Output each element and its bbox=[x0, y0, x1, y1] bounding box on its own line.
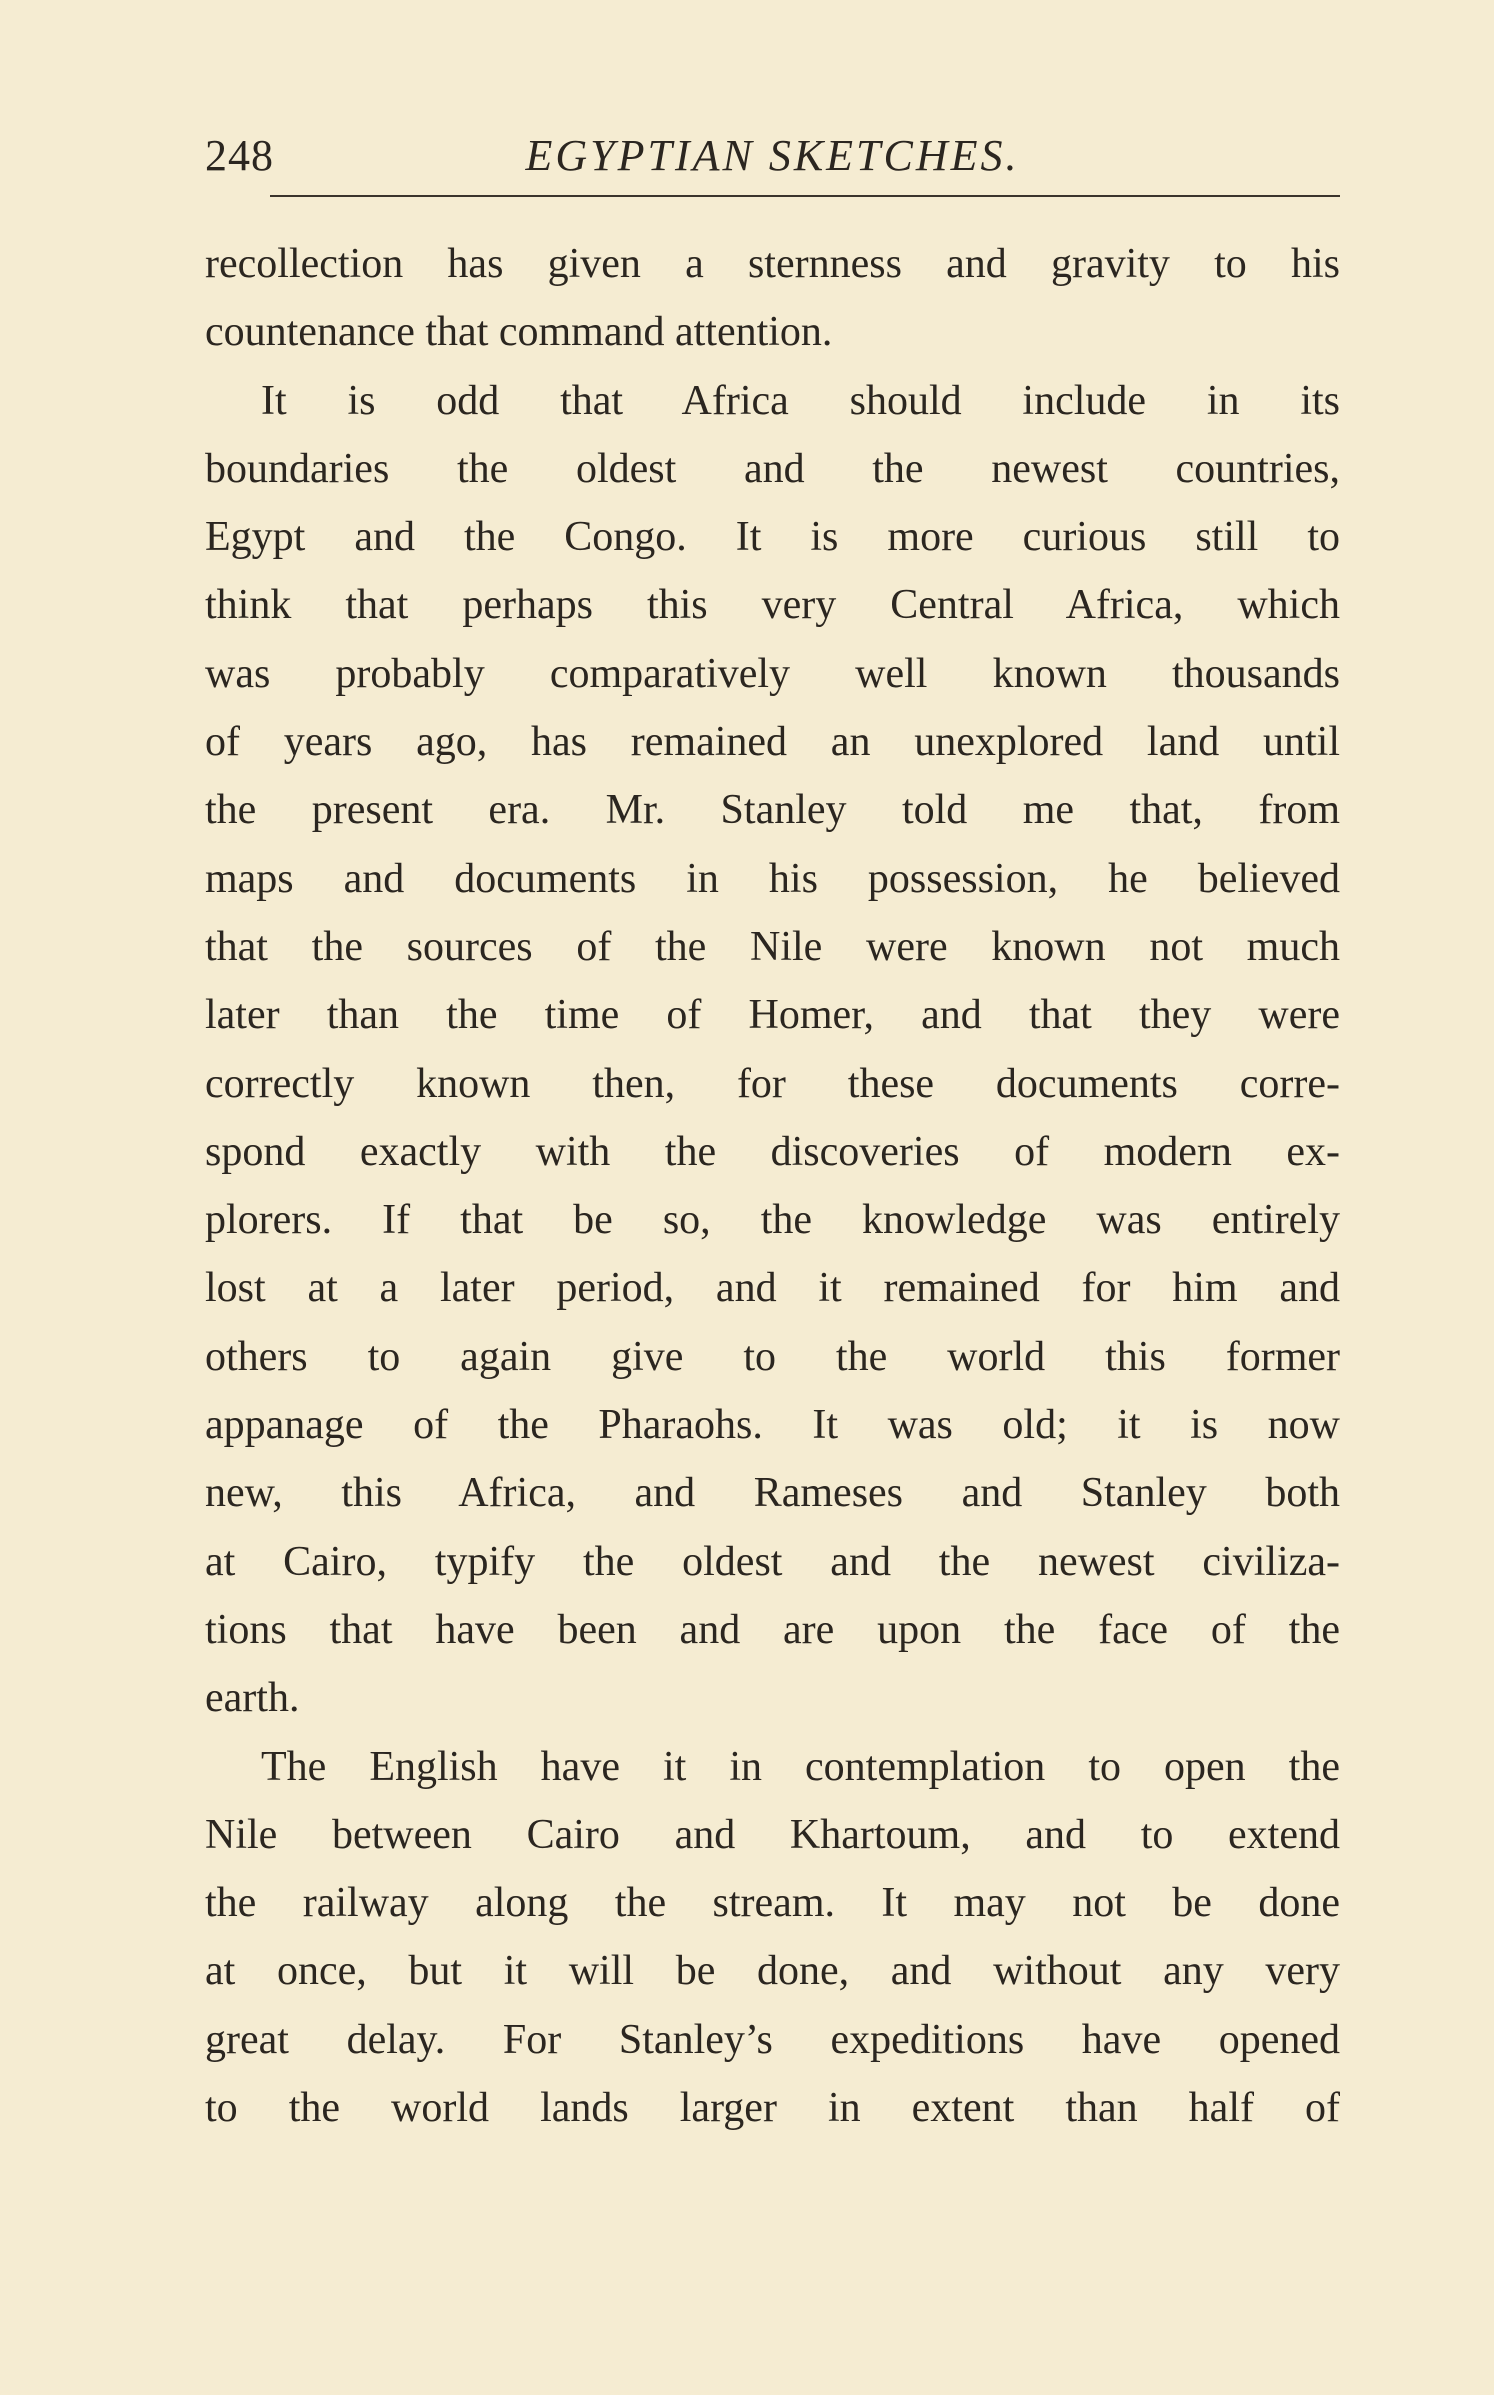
text-line: recollection has given a sternness and gravity to his bbox=[205, 241, 1340, 287]
text-line: was probably comparatively well known thousands bbox=[205, 650, 1340, 697]
text-line: think that perhaps this very Central Africa, which bbox=[205, 582, 1340, 629]
text-line: later than the time of Homer, and that they were bbox=[205, 992, 1340, 1039]
text-line: Egypt and the Congo. It is more curious still to bbox=[205, 514, 1340, 561]
text-line: boundaries the oldest and the newest countries, bbox=[205, 445, 1340, 492]
text-line: the railway along the stream. It may not be done bbox=[205, 1880, 1340, 1927]
header-rule bbox=[270, 195, 1340, 197]
text-line: appanage of the Pharaohs. It was old; it is now bbox=[205, 1402, 1340, 1449]
page-header bbox=[205, 130, 1340, 190]
text-line: The English have it in contemplation to open the bbox=[261, 1743, 1340, 1790]
text-line: spond exactly with the discoveries of modern ex- bbox=[205, 1128, 1340, 1175]
text-line: Nile between Cairo and Khartoum, and to extend bbox=[205, 1811, 1340, 1858]
text-line: great delay. For Stanley’s expeditions have opened bbox=[205, 2016, 1340, 2063]
body-text bbox=[205, 230, 1340, 2142]
running-title: EGYPTIAN SKETCHES. bbox=[525, 131, 1020, 180]
text-line: It is odd that Africa should include in its bbox=[261, 377, 1340, 424]
text-line: lost at a later period, and it remained for him and bbox=[205, 1265, 1340, 1312]
text-line: countenance that command attention. bbox=[205, 309, 833, 356]
text-line: to the world lands larger in extent than half of bbox=[205, 2085, 1340, 2132]
text-line: new, this Africa, and Rameses and Stanley both bbox=[205, 1470, 1340, 1517]
text-line: plorers. If that be so, the knowledge was entirely bbox=[205, 1197, 1340, 1244]
text-line: at Cairo, typify the oldest and the newest civiliza- bbox=[205, 1538, 1340, 1585]
text-line: at once, but it will be done, and without any very bbox=[205, 1948, 1340, 1995]
text-line: maps and documents in his possession, he believed bbox=[205, 855, 1340, 902]
text-line: of years ago, has remained an unexplored land until bbox=[205, 719, 1340, 766]
page-number: 248 bbox=[205, 131, 274, 180]
text-line: that the sources of the Nile were known not much bbox=[205, 923, 1340, 970]
text-line: correctly known then, for these documents corre- bbox=[205, 1060, 1340, 1107]
text-line: earth. bbox=[205, 1675, 300, 1722]
text-line: others to again give to the world this former bbox=[205, 1333, 1340, 1380]
text-line: tions that have been and are upon the face of the bbox=[205, 1606, 1340, 1653]
text-line: the present era. Mr. Stanley told me that, from bbox=[205, 787, 1340, 834]
